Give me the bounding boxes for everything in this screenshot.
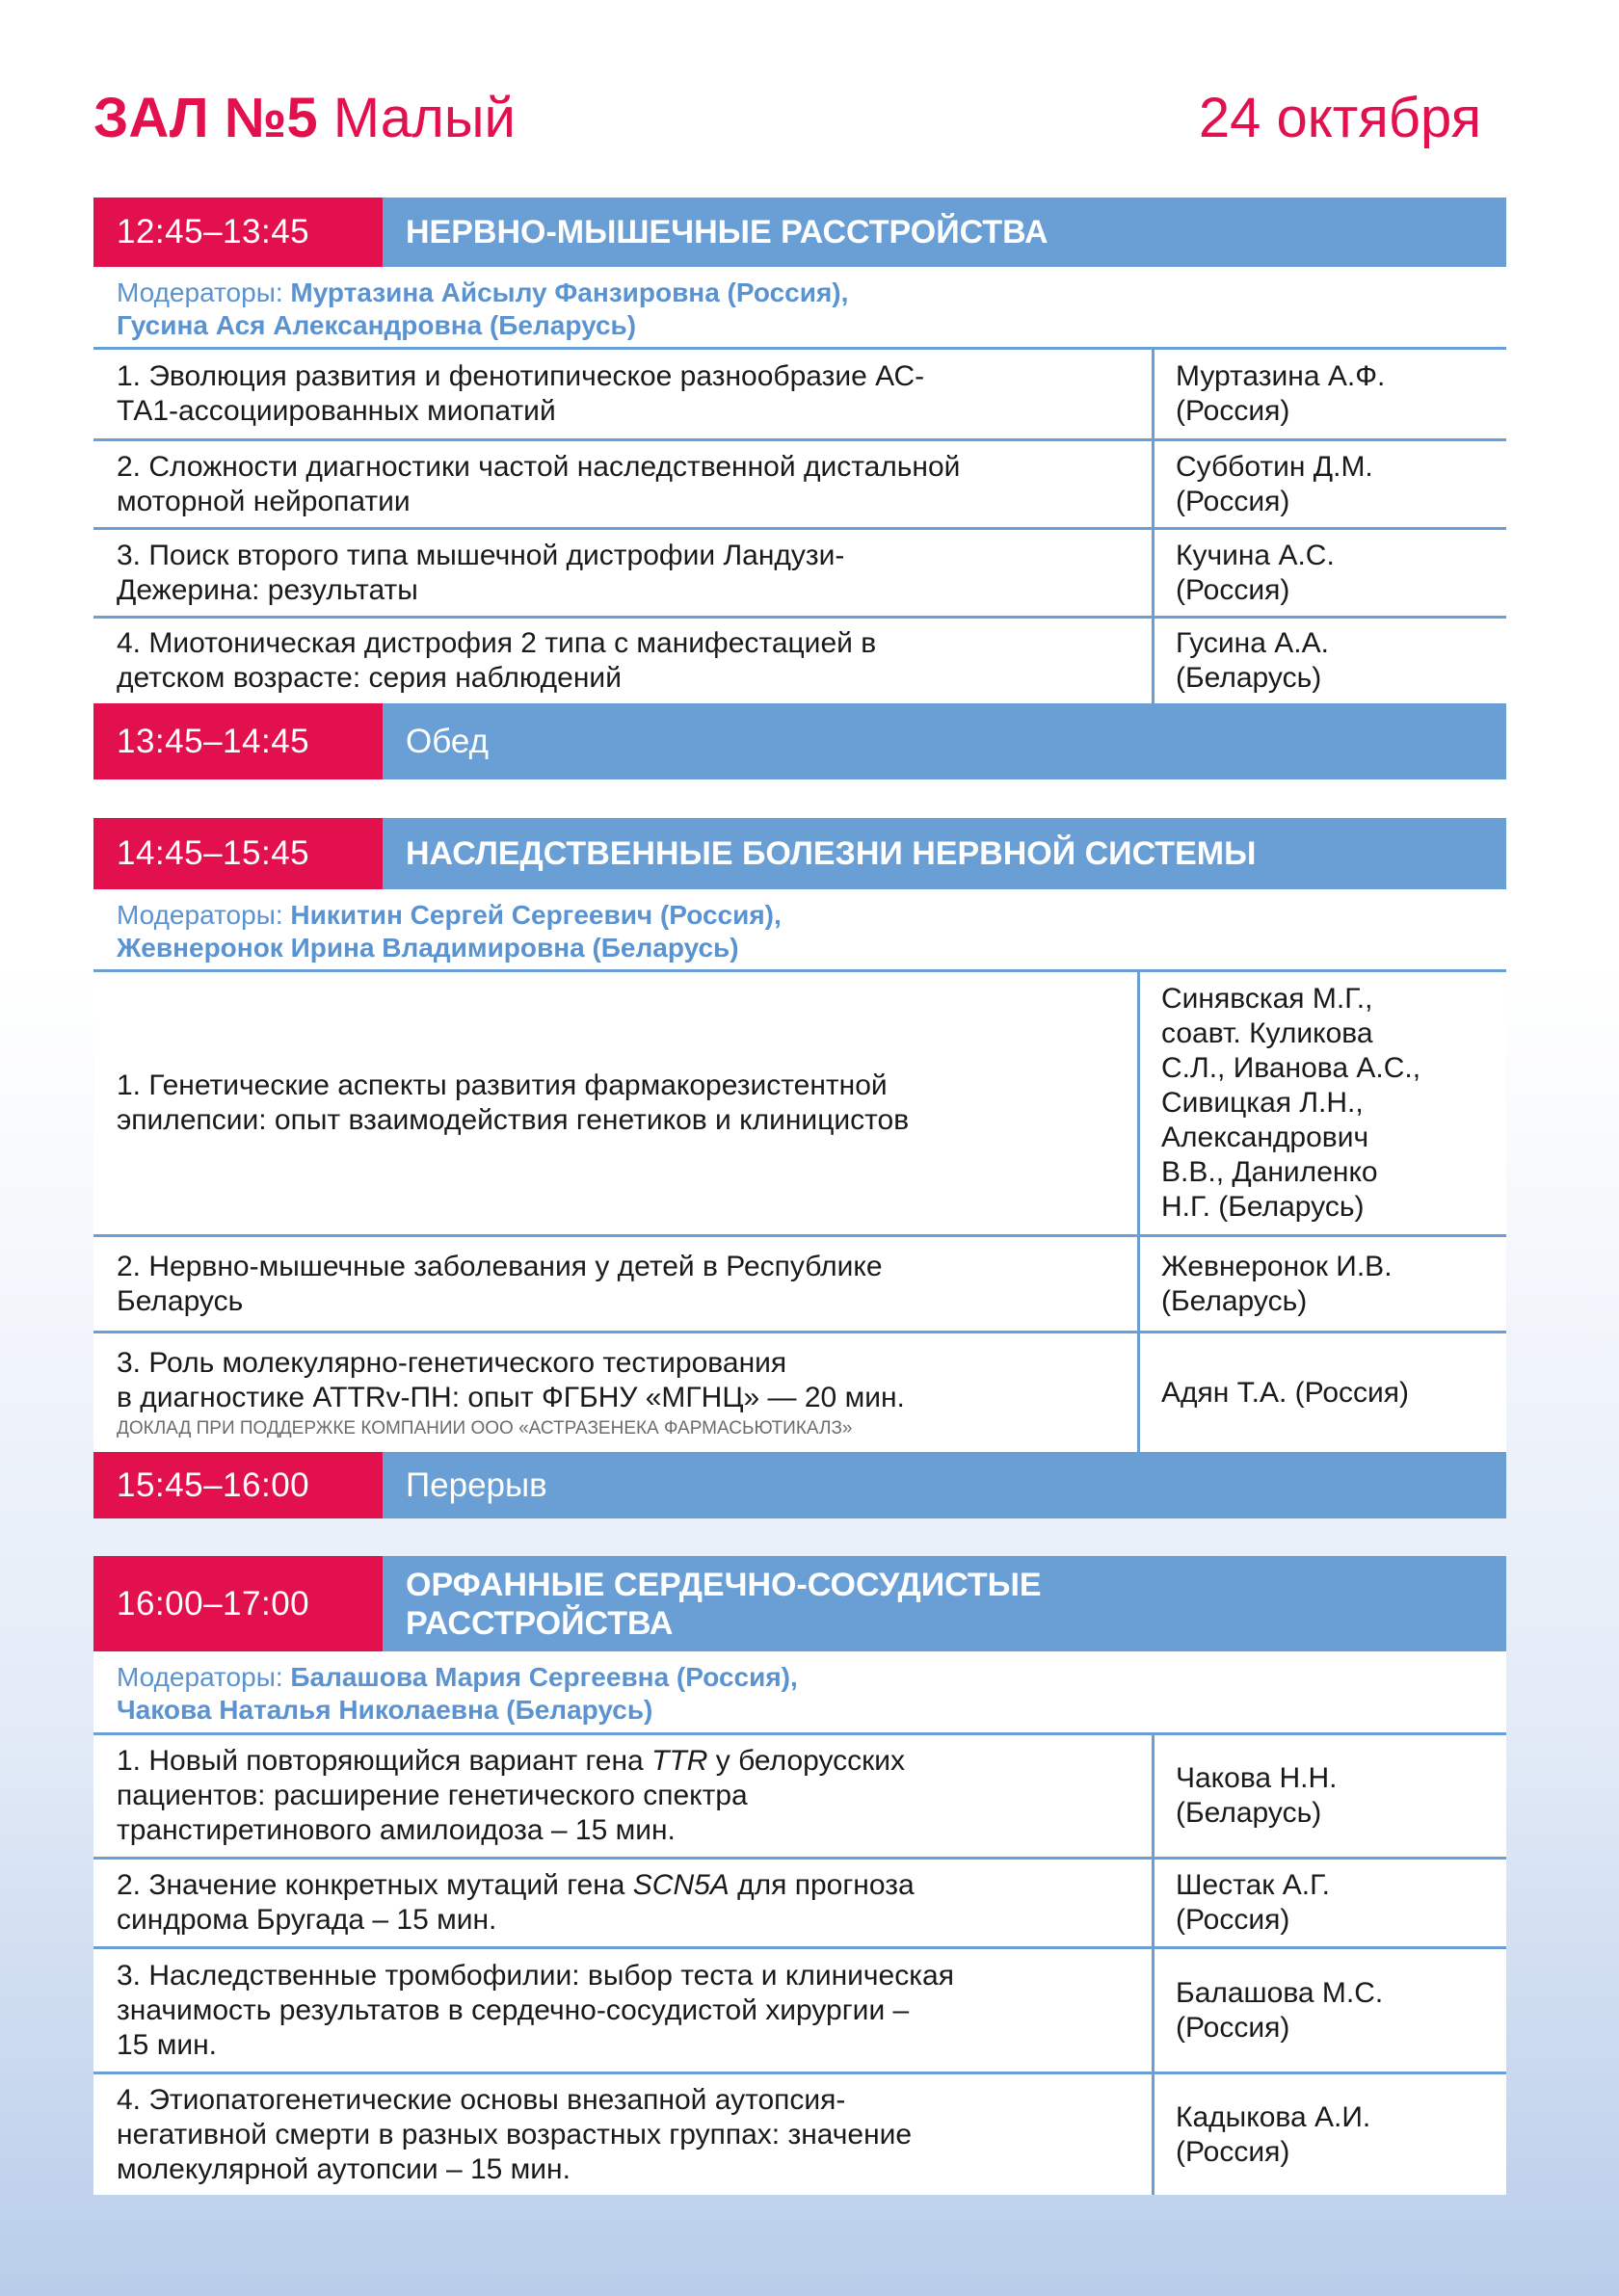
talk-topic: 2. Нервно-мышечные заболевания у детей в Республике Беларусь xyxy=(93,1237,1140,1331)
session-3 xyxy=(93,1556,1506,2195)
session-1 xyxy=(93,198,1506,779)
break-row xyxy=(93,703,1506,779)
session-time: 14:45–15:45 xyxy=(93,818,383,889)
talk-row xyxy=(93,1860,1506,1949)
hall-name: Малый xyxy=(332,87,516,149)
moderator-2: Гусина Ася Александровна (Беларусь) xyxy=(117,310,637,340)
break-time: 13:45–14:45 xyxy=(93,703,383,779)
talk-row xyxy=(93,441,1506,530)
break-label: Перерыв xyxy=(383,1452,1506,1518)
hall-number: ЗАЛ №5 xyxy=(93,87,318,149)
session-time: 16:00–17:00 xyxy=(93,1556,383,1651)
session-header xyxy=(93,198,1506,267)
talk-row xyxy=(93,530,1506,619)
talk-topic: 4. Этиопатогенетические основы внезапной аутопсия- негативной смерти в разных возрастных группах: значение молекулярной аутопсии – 15 мин. xyxy=(93,2074,1155,2195)
hall-title xyxy=(93,85,516,152)
session-header xyxy=(93,1556,1506,1651)
talk-row xyxy=(93,1237,1506,1333)
session-title: НАСЛЕДСТВЕННЫЕ БОЛЕЗНИ НЕРВНОЙ СИСТЕМЫ xyxy=(383,818,1506,889)
session-title: НЕРВНО-МЫШЕЧНЫЕ РАССТРОЙСТВА xyxy=(383,198,1506,267)
talk-topic: 3. Роль молекулярно-генетического тестирования в диагностике ATTRv-ПН: опыт ФГБНУ «МГНЦ» — 20 мин. ДОКЛАД ПРИ ПОДДЕРЖКЕ КОМПАНИИ ООО «АСТРАЗЕНЕКА ФАРМАСЬЮТИКАЛЗ» xyxy=(93,1333,1140,1452)
talk-speaker: Синявская М.Г., соавт. Куликова С.Л., Иванова А.С., Сивицкая Л.Н., Александрович В.В., Даниленко Н.Г. (Беларусь) xyxy=(1161,983,1421,1223)
talk-topic: 4. Миотоническая дистрофия 2 типа с манифестацией в детском возрасте: серия наблюдений xyxy=(93,619,1155,703)
event-date: 24 октября xyxy=(1198,87,1481,149)
talk-speaker: Балашова М.С. (Россия) xyxy=(1176,1976,1384,2044)
moderators xyxy=(93,267,1506,350)
talk-topic: 1. Новый повторяющийся вариант гена TTR у белорусских пациентов: расширение генетического спектра транстиретинового амилоидоза – 15 мин. xyxy=(93,1735,1155,1857)
talk-topic: 1. Генетические аспекты развития фармакорезистентной эпилепсии: опыт взаимодействия генетиков и клиницистов xyxy=(93,972,1140,1234)
talk-row xyxy=(93,619,1506,703)
talk-speaker: Кучина А.С. (Россия) xyxy=(1176,539,1335,606)
talk-speaker: Чакова Н.Н. (Беларусь) xyxy=(1176,1762,1338,1829)
talk-topic: 2. Значение конкретных мутаций гена SCN5A для прогноза синдрома Бругада – 15 мин. xyxy=(93,1860,1155,1946)
moderator-1: Никитин Сергей Сергеевич (Россия), xyxy=(290,900,782,930)
talk-topic: 2. Сложности диагностики частой наследственной дистальной моторной нейропатии xyxy=(93,441,1155,527)
talk-speaker: Шестак А.Г. (Россия) xyxy=(1176,1869,1330,1936)
gene-name: TTR xyxy=(651,1745,708,1777)
sponsor-note: ДОКЛАД ПРИ ПОДДЕРЖКЕ КОМПАНИИ ООО «АСТРАЗЕНЕКА ФАРМАСЬЮТИКАЛЗ» xyxy=(117,1417,853,1438)
talk-row xyxy=(93,972,1506,1237)
moderator-2: Чакова Наталья Николаевна (Беларусь) xyxy=(117,1695,653,1725)
session-2 xyxy=(93,818,1506,1518)
moderators-label: Модераторы: xyxy=(117,277,283,307)
break-time: 15:45–16:00 xyxy=(93,1452,383,1518)
talk-row xyxy=(93,1735,1506,1860)
talk-speaker: Жевнеронок И.В. (Беларусь) xyxy=(1161,1250,1393,1317)
talk-topic: 3. Наследственные тромбофилии: выбор теста и клиническая значимость результатов в сердечно-сосудистой хирургии – 15 мин. xyxy=(93,1949,1155,2072)
talk-row xyxy=(93,2074,1506,2195)
talk-speaker: Муртазина А.Ф. (Россия) xyxy=(1176,360,1386,427)
moderators xyxy=(93,1651,1506,1735)
moderator-1: Муртазина Айсылу Фанзировна (Россия), xyxy=(290,277,849,307)
session-time: 12:45–13:45 xyxy=(93,198,383,267)
moderator-1: Балашова Мария Сергеевна (Россия), xyxy=(290,1662,798,1692)
moderators-label: Модераторы: xyxy=(117,900,283,930)
session-header xyxy=(93,818,1506,889)
break-label: Обед xyxy=(383,703,1506,779)
talk-speaker: Субботин Д.М. (Россия) xyxy=(1176,450,1373,517)
gene-name: SCN5A xyxy=(632,1869,730,1901)
talk-speaker: Кадыкова А.И. (Россия) xyxy=(1176,2100,1371,2168)
page-header xyxy=(93,85,1481,162)
talk-row xyxy=(93,350,1506,441)
break-row xyxy=(93,1452,1506,1518)
moderators xyxy=(93,889,1506,972)
session-title: ОРФАННЫЕ СЕРДЕЧНО-СОСУДИСТЫЕ РАССТРОЙСТВА xyxy=(383,1556,1506,1651)
talk-topic: 1. Эволюция развития и фенотипическое разнообразие АС- ТА1-ассоциированных миопатий xyxy=(93,350,1155,438)
talk-topic: 3. Поиск второго типа мышечной дистрофии Ландузи- Дежерина: результаты xyxy=(93,530,1155,616)
moderators-label: Модераторы: xyxy=(117,1662,283,1692)
talk-row xyxy=(93,1333,1506,1452)
moderator-2: Жевнеронок Ирина Владимировна (Беларусь) xyxy=(117,933,739,963)
talk-speaker: Адян Т.А. (Россия) xyxy=(1161,1376,1410,1409)
talk-row xyxy=(93,1949,1506,2074)
talk-speaker: Гусина А.А. (Беларусь) xyxy=(1176,627,1329,694)
